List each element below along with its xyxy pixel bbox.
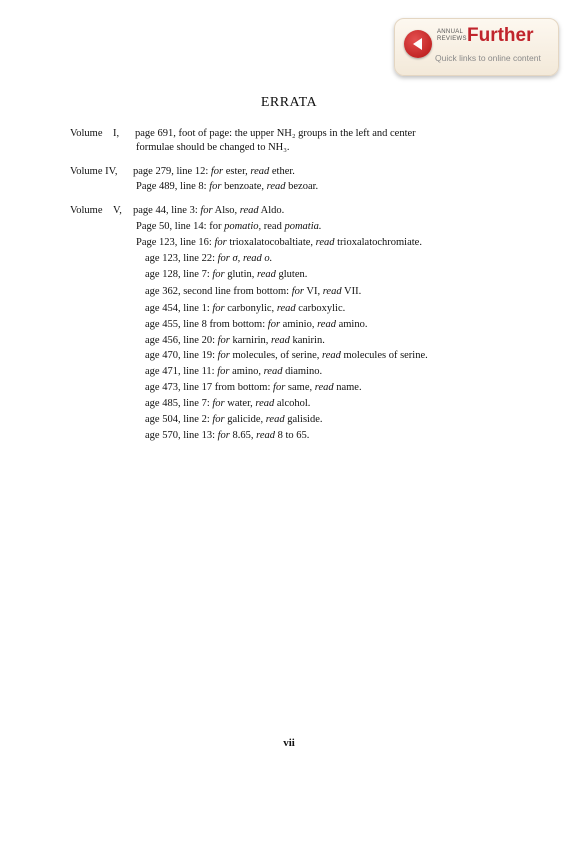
erratum-right: Aldo. (260, 205, 285, 216)
erratum-location: age 454, line 1: (145, 303, 210, 314)
for-label: for (267, 319, 281, 330)
read-label: read (276, 303, 296, 314)
further-badge[interactable] (394, 18, 559, 76)
erratum-location: age 471, line 11: (145, 366, 215, 377)
read-label: read (255, 398, 275, 409)
for-label: for (200, 205, 213, 216)
erratum-location: age 455, line 8 from bottom: (145, 319, 266, 330)
volume-label: Volume IV, (70, 166, 118, 177)
erratum-wrong: carbonylic, (227, 303, 275, 314)
read-label: read (266, 181, 286, 192)
erratum-right: kanirin. (292, 335, 325, 346)
erratum-line (145, 381, 362, 394)
erratum-wrong: VI, (306, 286, 321, 297)
erratum-location: Page 50, line 14: (136, 221, 207, 232)
badge-subtitle: Quick links to online content (435, 53, 541, 63)
erratum-right: pomatia. (284, 221, 322, 232)
for-label: for (273, 382, 286, 393)
read-label: read (250, 166, 270, 177)
erratum-wrong: Also, (214, 205, 238, 216)
erratum-line (145, 252, 272, 265)
erratum-right: gluten. (278, 269, 308, 280)
for-label: for (212, 303, 225, 314)
play-back-icon (404, 30, 432, 58)
for-label: for (217, 366, 230, 377)
erratum-line (145, 397, 310, 410)
read-label: read (263, 221, 282, 232)
erratum-location: age 128, line 7: (145, 269, 210, 280)
for-label: for (212, 414, 225, 425)
read-label: read (314, 382, 334, 393)
erratum-right: bezoar. (288, 181, 319, 192)
erratum-line (136, 220, 322, 233)
erratum-wrong: water, (227, 398, 253, 409)
erratum-right: VII. (344, 286, 362, 297)
erratum-line (145, 349, 428, 362)
erratum-line (133, 204, 284, 217)
read-label: read (239, 205, 259, 216)
for-label: for (217, 430, 230, 441)
for-label: for (210, 166, 224, 177)
volume-label: Volume I, (70, 128, 120, 139)
erratum-right: molecules of serine. (343, 350, 428, 361)
for-label: for (291, 286, 304, 297)
erratum-line (136, 236, 422, 249)
erratum-right: o. (264, 253, 273, 264)
volume-label: Volume V, (70, 205, 122, 216)
erratum-line (145, 318, 367, 331)
page-title: ERRATA (260, 95, 318, 110)
erratum-location: page 44, line 3: (133, 205, 198, 216)
erratum-right: carboxylic. (298, 303, 346, 314)
erratum-location: age 470, line 19: (145, 350, 215, 361)
erratum-right: name. (336, 382, 362, 393)
erratum-text: page 691, foot of page: the upper NH₂ groups in the left and center (135, 128, 416, 139)
erratum-wrong: ester, (225, 166, 248, 177)
badge-word: Further (467, 25, 534, 46)
erratum-text: formulae should be changed to NH₃. (136, 142, 290, 153)
erratum-wrong: molecules, of serine, (232, 350, 320, 361)
erratum-line (145, 285, 361, 298)
erratum-location: age 485, line 7: (145, 398, 210, 409)
read-label: read (322, 286, 342, 297)
read-label: read (256, 430, 275, 441)
erratum-wrong: trioxalatocobaltiate, (229, 237, 314, 248)
erratum-line (136, 180, 318, 193)
erratum-location: Page 123, line 16: (136, 237, 212, 248)
erratum-location: age 362, second line from bottom: (145, 286, 290, 297)
read-label: read (315, 237, 335, 248)
erratum-right: diamino. (285, 366, 323, 377)
erratum-line (145, 365, 322, 378)
for-label: for (214, 237, 227, 248)
read-label: read (257, 269, 276, 280)
erratum-wrong: 8.65, (232, 430, 254, 441)
read-label: read (263, 366, 283, 377)
erratum-right: galiside. (287, 414, 323, 425)
for-label: for (212, 398, 225, 409)
erratum-location: Page 489, line 8: (136, 181, 207, 192)
erratum-right: trioxalatochromiate. (337, 237, 422, 248)
erratum-wrong: karnirin, (232, 335, 269, 346)
erratum-wrong: benzoate, (224, 181, 265, 192)
erratum-location: age 473, line 17 from bottom: (145, 382, 271, 393)
erratum-line (133, 165, 295, 178)
erratum-line (145, 268, 307, 281)
erratum-line (145, 334, 325, 347)
erratum-line (145, 429, 309, 442)
for-label: for (212, 269, 225, 280)
erratum-location: age 504, line 2: (145, 414, 210, 425)
erratum-wrong: galicide, (227, 414, 264, 425)
erratum-line (145, 302, 345, 315)
erratum-right: alcohol. (276, 398, 311, 409)
for-label: for (217, 335, 230, 346)
page-number: vii (283, 737, 295, 749)
for-label: for (209, 181, 222, 192)
for-label: for (209, 221, 222, 232)
read-label: read (271, 335, 290, 346)
erratum-location: page 279, line 12: (133, 166, 209, 177)
for-label: for (217, 350, 230, 361)
badge-brand: ANNUAL REVIEWS (437, 29, 467, 42)
for-label: for (217, 253, 230, 264)
read-label: read (317, 319, 336, 330)
erratum-location: age 570, line 13: (145, 430, 215, 441)
erratum-wrong: glutin, (227, 269, 255, 280)
read-label: read (242, 253, 262, 264)
read-label: read (265, 414, 285, 425)
erratum-wrong: same, (287, 382, 313, 393)
erratum-right: amino. (338, 319, 368, 330)
erratum-right: ether. (271, 166, 295, 177)
read-label: read (322, 350, 341, 361)
erratum-line (145, 413, 323, 426)
erratum-wrong: pomatio, (224, 221, 262, 232)
erratum-wrong: amino, (232, 366, 261, 377)
erratum-location: age 456, line 20: (145, 335, 215, 346)
erratum-wrong: σ, (232, 253, 241, 264)
erratum-right: 8 to 65. (277, 430, 310, 441)
erratum-wrong: aminio, (282, 319, 315, 330)
erratum-location: age 123, line 22: (145, 253, 215, 264)
